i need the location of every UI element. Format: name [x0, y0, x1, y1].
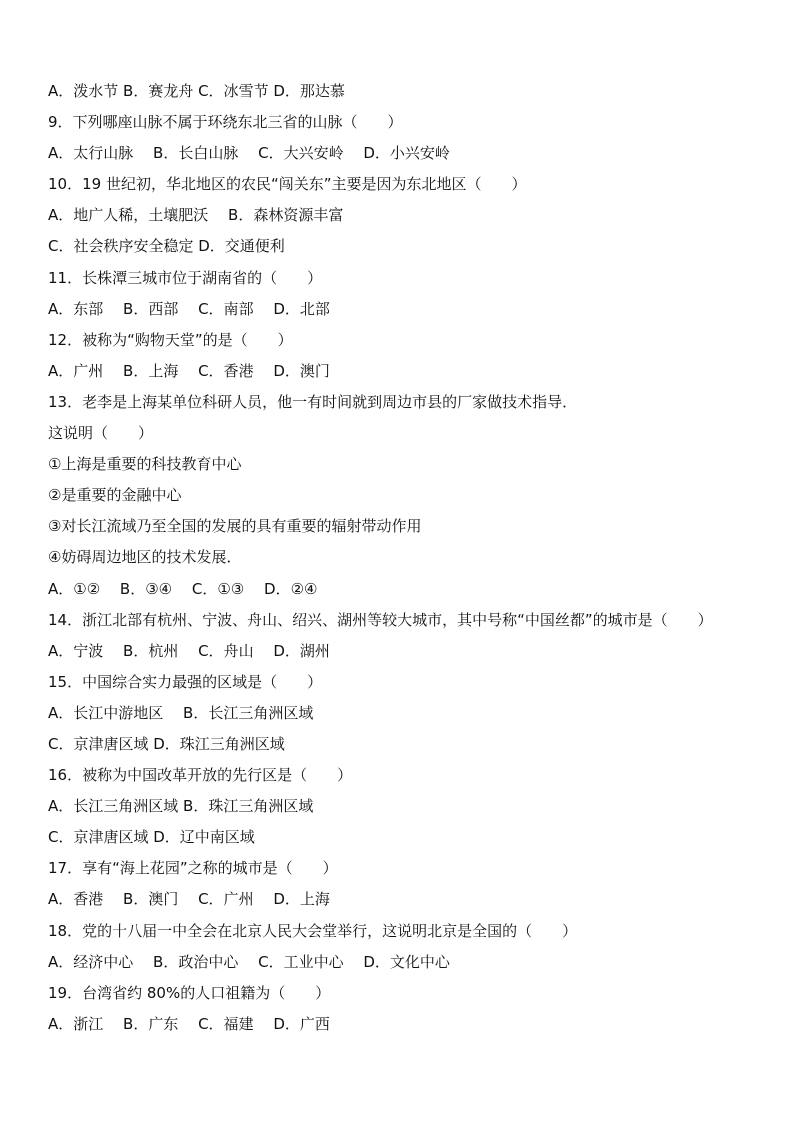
question-11: 11．长株潭三城市位于湖南省的（ ）	[48, 268, 323, 287]
statement-3: ③对长江流域乃至全国的发展的具有重要的辐射带动作用	[48, 517, 422, 536]
answer-options-q14: A．宁波 B．杭州 C．舟山 D．湖州	[48, 641, 330, 660]
question-14: 14．浙江北部有杭州、宁波、舟山、绍兴、湖州等较大城市，其中号称“中国丝都”的城市是（ ）	[48, 610, 713, 629]
question-9: 9．下列哪座山脉不属于环绕东北三省的山脉（ ）	[48, 113, 403, 132]
answer-options-q10-ab: A．地广人稀，土壤肥沃 B．森林资源丰富	[48, 206, 344, 225]
answer-options-q15-ab: A．长江中游地区 B．长江三角洲区域	[48, 703, 314, 722]
answer-options-q13: A．①② B．③④ C．①③ D．②④	[48, 579, 318, 598]
question-18: 18．党的十八届一中全会在北京人民大会堂举行，这说明北京是全国的（ ）	[48, 921, 578, 940]
question-17: 17．享有“海上花园”之称的城市是（ ）	[48, 859, 338, 878]
question-19: 19．台湾省约 80%的人口祖籍为（ ）	[48, 983, 331, 1002]
answer-options-q9: A．太行山脉 B．长白山脉 C．大兴安岭 D．小兴安岭	[48, 144, 450, 163]
answer-options-q17: A．香港 B．澳门 C．广州 D．上海	[48, 890, 330, 909]
exam-text-block	[48, 76, 758, 1040]
answer-options-q11: A．东部 B．西部 C．南部 D．北部	[48, 299, 330, 318]
statement-2: ②是重要的金融中心	[48, 486, 182, 505]
statement-4: ④妨碍周边地区的技术发展．	[48, 548, 242, 567]
question-15: 15．中国综合实力最强的区域是（ ）	[48, 672, 323, 691]
answer-options-q19: A．浙江 B．广东 C．福建 D．广西	[48, 1014, 330, 1033]
answer-options-q10-cd: C．社会秩序安全稳定 D．交通便利	[48, 237, 285, 256]
question-13: 13．老李是上海某单位科研人员，他一有时间就到周边市县的厂家做技术指导．	[48, 392, 578, 411]
answer-options-q16-ab: A．长江三角洲区域 B．珠江三角洲区域	[48, 797, 314, 816]
question-13-continuation: 这说明（ ）	[48, 424, 154, 443]
statement-1: ①上海是重要的科技教育中心	[48, 455, 242, 474]
answer-options-q18: A．经济中心 B．政治中心 C．工业中心 D．文化中心	[48, 952, 450, 971]
question-12: 12．被称为“购物天堂”的是（ ）	[48, 330, 293, 349]
answer-options-q15-cd: C．京津唐区域 D．珠江三角洲区域	[48, 734, 285, 753]
answer-options-q8: A．泼水节 B．赛龙舟 C．冰雪节 D．那达慕	[48, 82, 345, 100]
answer-options-q12: A．广州 B．上海 C．香港 D．澳门	[48, 361, 330, 380]
answer-options-q16-cd: C．京津唐区域 D．辽中南区域	[48, 828, 255, 847]
question-10: 10．19 世纪初，华北地区的农民“闯关东”主要是因为东北地区（ ）	[48, 175, 527, 194]
question-16: 16．被称为中国改革开放的先行区是（ ）	[48, 766, 353, 785]
